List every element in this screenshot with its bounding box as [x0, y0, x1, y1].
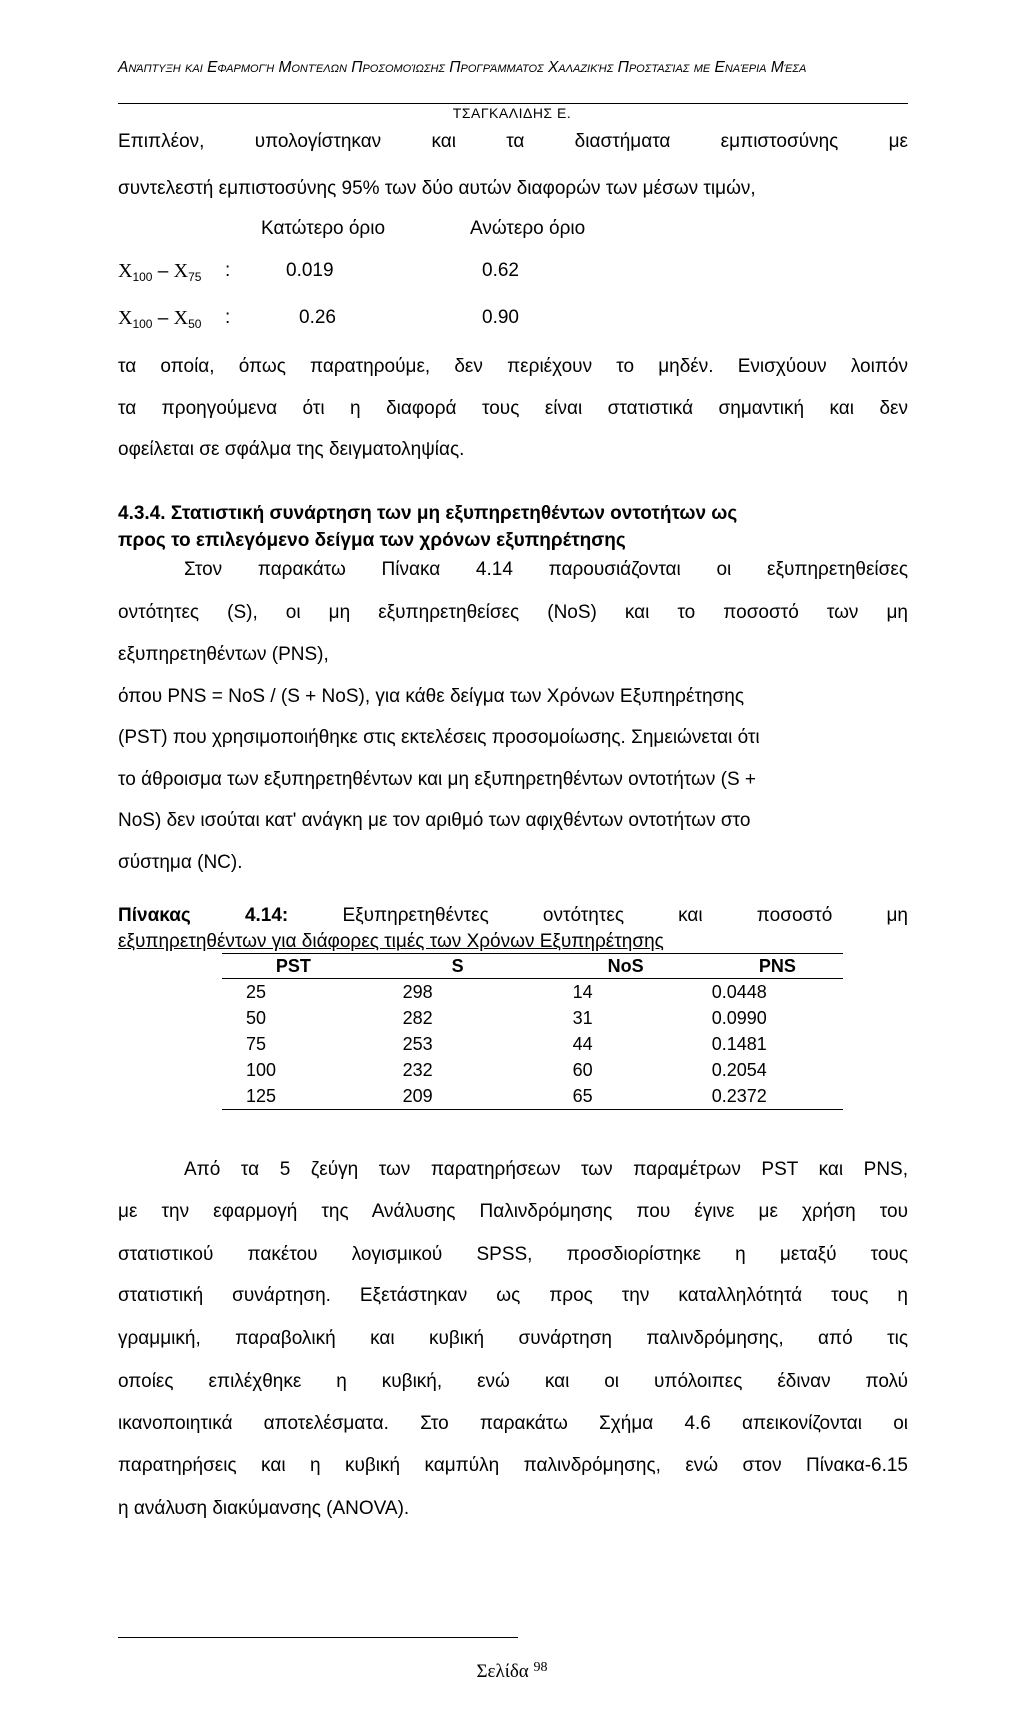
paragraph-line: γραμμική, παραβολική και κυβική συνάρτηση παλινδρόμησης, από τις — [118, 1328, 908, 1349]
paragraph-line: ικανοποιητικά αποτελέσματα. Στο παρακάτω Σχήμα 4.6 απεικονίζονται οι — [118, 1413, 908, 1434]
running-header-author: ΤΣΑΓΚΑΛΙΔΗΣ Ε. — [452, 105, 572, 121]
ci-colon: : — [225, 260, 231, 281]
ci-row — [118, 260, 718, 286]
col-header-nos: NoS — [513, 954, 679, 979]
section-title: προς το επιλεγόμενο δείγμα των χρόνων εξυπηρέτησης — [118, 530, 626, 551]
cell-pns: 0.0990 — [711, 1008, 767, 1028]
ci-colon: : — [225, 307, 231, 328]
paragraph-line: συντελεστή εμπιστοσύνης 95% των δύο αυτών διαφορών των μέσων τιμών, — [118, 178, 756, 199]
paragraph-line: οποίες επιλέχθηκε η κυβική, ενώ και οι υπόλοιπες έδιναν πολύ — [118, 1371, 908, 1392]
cell-nos: 65 — [513, 1083, 679, 1110]
cell-nos: 31 — [572, 1008, 593, 1028]
paragraph-line: (PST) που χρησιμοποιήθηκε στις εκτελέσεις προσομοίωσης. Σημειώνεται ότι — [118, 727, 760, 748]
table-caption-label: Πίνακας 4.14: — [118, 905, 289, 926]
cell-pst: 25 — [246, 982, 267, 1002]
table-row — [222, 1057, 843, 1083]
paragraph-line: οντότητες (S), οι μη εξυπηρετηθείσες (NoS) και το ποσοστό των μη — [118, 602, 908, 623]
ci-lower-heading: Κατώτερο όριο — [261, 218, 386, 239]
paragraph-line: Επιπλέον, υπολογίστηκαν και τα διαστήματα εμπιστοσύνης με — [118, 131, 908, 152]
paragraph-line: σύστημα (NC). — [118, 852, 243, 873]
cell-s: 209 — [341, 1083, 513, 1110]
paragraph-line: το άθροισμα των εξυπηρετηθέντων και μη εξυπηρετηθέντων οντοτήτων (S + — [118, 769, 757, 790]
data-table — [222, 953, 843, 1110]
cell-s: 282 — [402, 1008, 433, 1028]
page-number: 98 — [533, 1660, 548, 1675]
cell-pns: 0.1481 — [711, 1034, 767, 1054]
table-row — [222, 1031, 843, 1057]
paragraph-line: παρατηρήσεις και η κυβική καμπύλη παλινδρόμησης, ενώ στον Πίνακα-6.15 — [118, 1455, 908, 1476]
paragraph-line: τα οποία, όπως παρατηρούμε, δεν περιέχουν το μηδέν. Ενισχύουν λοιπόν — [118, 356, 908, 377]
cell-s: 232 — [402, 1060, 433, 1080]
col-header-pst: PST — [222, 954, 341, 979]
table-row — [222, 1005, 843, 1031]
paragraph-line: τα προηγούμενα ότι η διαφορά τους είναι στατιστικά σημαντική και δεν — [118, 398, 908, 419]
page-footer — [0, 1660, 1024, 1683]
cell-pns: 0.2054 — [711, 1060, 767, 1080]
ci-upper-heading: Ανώτερο όριο — [470, 218, 586, 239]
paragraph-line: Στον παρακάτω Πίνακα 4.14 παρουσιάζονται οι εξυπηρετηθείσες — [184, 559, 908, 580]
table-caption: Πίνακας 4.14: Εξυπηρετηθέντες οντότητες και ποσοστό μη — [118, 905, 909, 926]
table-caption-line: εξυπηρετηθέντων για διάφορες τιμές των Χρόνων Εξυπηρέτησης — [118, 931, 664, 952]
cell-s: 253 — [402, 1034, 433, 1054]
col-header-s: S — [341, 954, 513, 979]
section-title: 4.3.4. Στατιστική συνάρτηση των μη εξυπηρετηθέντων οντοτήτων ως — [118, 503, 738, 524]
paragraph-line: στατιστική συνάρτηση. Εξετάστηκαν ως προς την καταλληλότητά τους η — [118, 1285, 908, 1306]
running-header-title: Ανάπτυξη και Εφαρμογή Μοντέλων Προσομοίωσης Προγράμματος Χαλαζικής Προστασίας με Εναέρια Μέσα — [118, 59, 807, 76]
paragraph-line: στατιστικού πακέτου λογισμικού SPSS, προσδιορίστηκε η μεταξύ τους — [118, 1244, 908, 1265]
cell-pst: 50 — [246, 1008, 267, 1028]
ci-upper-value: 0.62 — [482, 260, 519, 281]
paragraph-line: Από τα 5 ζεύγη των παρατηρήσεων των παραμέτρων PST και PNS, — [184, 1159, 908, 1180]
cell-nos: 44 — [572, 1034, 593, 1054]
paragraph-line: οφείλεται σε σφάλμα της δειγματοληψίας. — [118, 439, 465, 460]
table-row — [222, 979, 843, 1006]
cell-nos: 14 — [572, 982, 593, 1002]
paragraph-line: η ανάλυση διακύμανσης (ANOVA). — [118, 1498, 410, 1519]
cell-pns: 0.2372 — [679, 1083, 843, 1110]
header-divider — [118, 103, 908, 104]
ci-lower-value: 0.019 — [286, 260, 334, 281]
ci-upper-value: 0.90 — [482, 307, 519, 328]
table-header-row — [222, 954, 843, 979]
cell-s: 298 — [402, 982, 433, 1002]
col-header-pns: PNS — [679, 954, 843, 979]
cell-pst: 75 — [246, 1034, 267, 1054]
paragraph-line: όπου PNS = NoS / (S + NoS), για κάθε δείγμα των Χρόνων Εξυπηρέτησης — [118, 686, 744, 707]
ci-lower-value: 0.26 — [299, 307, 336, 328]
cell-pst: 100 — [246, 1060, 277, 1080]
cell-pst: 125 — [222, 1083, 341, 1110]
cell-nos: 60 — [572, 1060, 593, 1080]
cell-pns: 0.0448 — [711, 982, 767, 1002]
paragraph-line: εξυπηρετηθέντων (PNS), — [118, 644, 329, 665]
ci-row — [118, 307, 718, 333]
ci-row-label: $X_{100} - X_{75}$ — [118, 260, 202, 284]
paragraph-line: NoS) δεν ισούται κατ' ανάγκη με τον αριθμό των αφιχθέντων οντοτήτων στο — [118, 810, 751, 831]
table-row — [222, 1083, 843, 1110]
page-label: Σελίδα — [476, 1661, 529, 1682]
ci-row-label: $X_{100} - X_{50}$ — [118, 307, 202, 331]
paragraph-line: με την εφαρμογή της Ανάλυσης Παλινδρόμησης που έγινε με χρήση του — [118, 1201, 908, 1222]
footer-divider — [118, 1637, 518, 1638]
